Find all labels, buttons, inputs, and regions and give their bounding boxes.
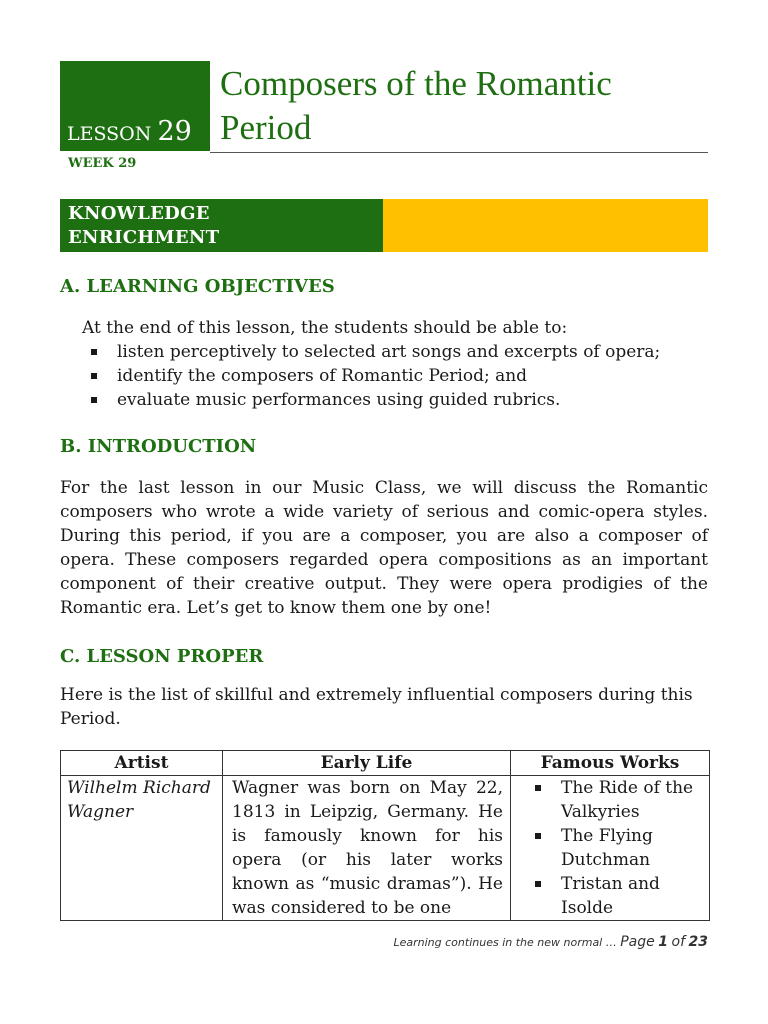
column-header-early-life: Early Life (223, 751, 511, 776)
banner-line1: KNOWLEDGE (68, 203, 210, 224)
list-item: evaluate music performances using guided rubrics. (88, 388, 660, 412)
lesson-word: LESSON (67, 123, 152, 145)
lesson-label (67, 116, 192, 147)
bullet-square-icon (535, 833, 541, 839)
famous-works-cell (511, 776, 710, 921)
list-item: Tristan and Isolde (517, 872, 703, 920)
list-item: The Ride of the Valkyries (517, 776, 703, 824)
bullet-square-icon (91, 397, 97, 403)
banner-text (68, 202, 288, 250)
table-row (61, 776, 710, 921)
bullet-square-icon (535, 881, 541, 887)
lesson-proper-paragraph: Here is the list of skillful and extremely influential composers during this Period. (60, 685, 693, 729)
week-label: WEEK 29 (68, 156, 137, 171)
page-title (220, 62, 720, 150)
banner-gold-segment (383, 199, 708, 252)
lesson-proper-heading: C. LESSON PROPER (60, 646, 264, 667)
objectives-intro: At the end of this lesson, the students should be able to: (82, 318, 568, 338)
list-item: The Flying Dutchman (517, 824, 703, 872)
footer-page-current: 1 (658, 934, 669, 950)
introduction-heading: B. INTRODUCTION (60, 436, 257, 457)
objectives-list (88, 340, 660, 412)
column-header-famous-works: Famous Works (511, 751, 710, 776)
footer-of-word: of (671, 934, 686, 950)
list-item: listen perceptively to selected art songs and excerpts of opera; (88, 340, 660, 364)
column-header-artist: Artist (61, 751, 223, 776)
objectives-heading: A. LEARNING OBJECTIVES (60, 276, 335, 297)
footer-tagline: Learning continues in the new normal … (393, 936, 617, 949)
title-divider (210, 152, 708, 153)
footer-page-word: Page (620, 934, 655, 950)
bullet-square-icon (535, 785, 541, 791)
banner-line2: ENRICHMENT (68, 227, 220, 248)
introduction-paragraph: For the last lesson in our Music Class, we will discuss the Romantic composers who wrote a wide variety of serious and comic-opera styles. During this period, if you are a composer, you are also a composer of opera. These composers regarded opera compositions as an important component of their creative output. They were opera prodigies of the Romantic era. Let’s get to know them one by one! (60, 478, 708, 618)
knowledge-enrichment-banner (60, 199, 708, 252)
composers-table (60, 750, 710, 921)
page-footer (394, 934, 709, 950)
footer-page-total: 23 (688, 934, 708, 950)
artist-cell: Wilhelm Richard Wagner (61, 776, 223, 921)
table-header-row (61, 751, 710, 776)
page-title-line1: Composers of the Romantic (220, 64, 612, 103)
lesson-number: 29 (157, 116, 192, 147)
list-item: identify the composers of Romantic Period; and (88, 364, 660, 388)
bullet-square-icon (91, 349, 97, 355)
page-title-line2: Period (220, 108, 312, 147)
bullet-square-icon (91, 373, 97, 379)
early-life-cell: Wagner was born on May 22, 1813 in Leipzig, Germany. He is famously known for his opera (or his later works known as “music dramas”). He was considered to be one (223, 776, 511, 921)
